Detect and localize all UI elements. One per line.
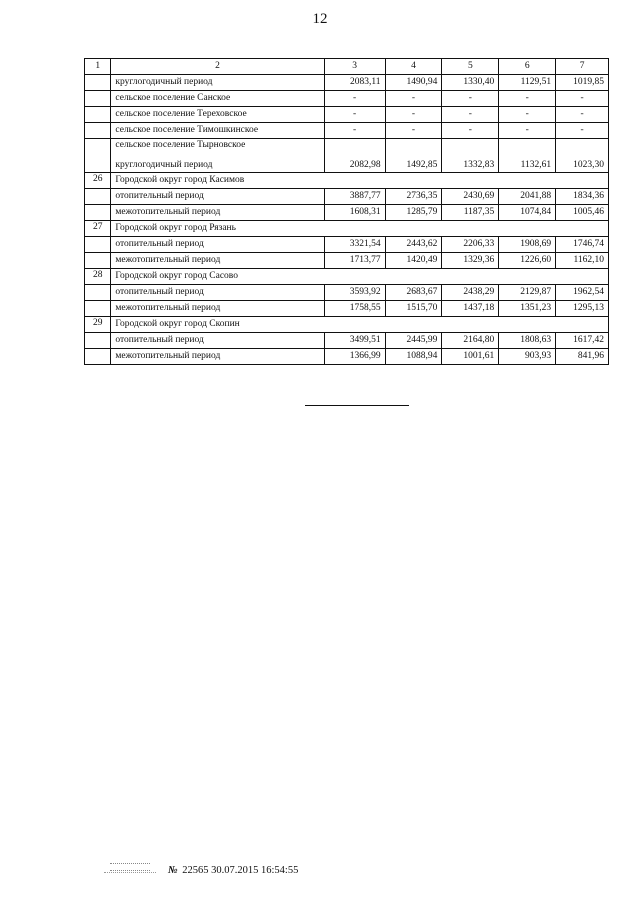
cell-value: - — [442, 91, 499, 107]
cell-value: 1490,94 — [385, 75, 442, 91]
cell-value: - — [385, 91, 442, 107]
registration-stamp — [168, 865, 298, 876]
cell-value: 2683,67 — [385, 285, 442, 301]
cell-value: 1187,35 — [442, 205, 499, 221]
cell-value: 903,93 — [499, 349, 556, 365]
cell-value: 1515,70 — [385, 301, 442, 317]
cell-value: 1492,85 — [385, 139, 442, 173]
cell-value: 3593,92 — [324, 285, 385, 301]
cell-value: 1019,85 — [556, 75, 609, 91]
row-index — [85, 237, 111, 253]
end-divider — [305, 405, 409, 406]
cell-value: - — [324, 107, 385, 123]
cell-value: - — [324, 91, 385, 107]
column-header: 2 — [111, 59, 324, 75]
table-row — [85, 269, 609, 285]
cell-value: 1285,79 — [385, 205, 442, 221]
table-row — [85, 91, 609, 107]
cell-value: 1001,61 — [442, 349, 499, 365]
cell-value: 3887,77 — [324, 189, 385, 205]
table-row — [85, 205, 609, 221]
column-header: 4 — [385, 59, 442, 75]
registry-stamp-logo — [104, 863, 156, 877]
section-heading: Городской округ город Касимов — [111, 173, 609, 189]
table-row — [85, 221, 609, 237]
tariff-table — [84, 58, 609, 365]
column-header: 6 — [499, 59, 556, 75]
cell-value: 1162,10 — [556, 253, 609, 269]
row-index — [85, 205, 111, 221]
cell-value: 1908,69 — [499, 237, 556, 253]
cell-value: - — [499, 107, 556, 123]
cell-value: 2164,80 — [442, 333, 499, 349]
table-header-row — [85, 59, 609, 75]
column-header: 7 — [556, 59, 609, 75]
settlement-name: сельское поселение Тырновское — [115, 140, 246, 150]
cell-value: - — [324, 123, 385, 139]
cell-value: 1132,61 — [499, 139, 556, 173]
cell-value: - — [385, 123, 442, 139]
number-sign: № — [168, 864, 178, 876]
cell-value: - — [442, 107, 499, 123]
cell-value: 1088,94 — [385, 349, 442, 365]
table-row — [85, 139, 609, 173]
cell-value: 1366,99 — [324, 349, 385, 365]
cell-value: 1330,40 — [442, 75, 499, 91]
row-index: 26 — [85, 173, 111, 189]
cell-value: 2041,88 — [499, 189, 556, 205]
row-label: отопительный период — [111, 333, 324, 349]
row-label: отопительный период — [111, 189, 324, 205]
cell-value: 2443,62 — [385, 237, 442, 253]
cell-value: 2736,35 — [385, 189, 442, 205]
cell-value: 1808,63 — [499, 333, 556, 349]
row-index — [85, 107, 111, 123]
section-heading: Городской округ город Скопин — [111, 317, 609, 333]
table-row — [85, 107, 609, 123]
row-index — [85, 253, 111, 269]
row-index — [85, 349, 111, 365]
row-label: отопительный период — [111, 285, 324, 301]
table-row — [85, 333, 609, 349]
cell-value: 1332,83 — [442, 139, 499, 173]
cell-value: 2082,98 — [324, 139, 385, 173]
cell-value: - — [556, 91, 609, 107]
cell-value: 1329,36 — [442, 253, 499, 269]
cell-value: - — [499, 123, 556, 139]
row-label: отопительный период — [111, 237, 324, 253]
table-row — [85, 317, 609, 333]
section-heading: Городской округ город Рязань — [111, 221, 609, 237]
row-label: круглогодичный период — [111, 75, 324, 91]
cell-value: 2430,69 — [442, 189, 499, 205]
cell-value: 2206,33 — [442, 237, 499, 253]
cell-value: 2083,11 — [324, 75, 385, 91]
cell-value: 2438,29 — [442, 285, 499, 301]
cell-value: 1713,77 — [324, 253, 385, 269]
table-row — [85, 253, 609, 269]
table-row — [85, 301, 609, 317]
cell-value: 1420,49 — [385, 253, 442, 269]
row-label: межотопительный период — [111, 349, 324, 365]
cell-value: 1758,55 — [324, 301, 385, 317]
row-index — [85, 301, 111, 317]
row-index — [85, 75, 111, 91]
cell-value: 1129,51 — [499, 75, 556, 91]
column-header: 5 — [442, 59, 499, 75]
cell-value: 1746,74 — [556, 237, 609, 253]
cell-value: 1023,30 — [556, 139, 609, 173]
cell-value: - — [442, 123, 499, 139]
page-number: 12 — [312, 11, 328, 27]
row-index: 28 — [85, 269, 111, 285]
cell-value: 1005,46 — [556, 205, 609, 221]
row-index — [85, 91, 111, 107]
table-row — [85, 189, 609, 205]
row-label: межотопительный период — [111, 253, 324, 269]
cell-value: 1074,84 — [499, 205, 556, 221]
cell-value: 2445,99 — [385, 333, 442, 349]
cell-value: - — [556, 107, 609, 123]
column-header: 1 — [85, 59, 111, 75]
column-header: 3 — [324, 59, 385, 75]
row-index: 27 — [85, 221, 111, 237]
row-label: межотопительный период — [111, 301, 324, 317]
cell-value: 1608,31 — [324, 205, 385, 221]
row-label: сельское поселение Тимошкинское — [111, 123, 324, 139]
row-label: сельское поселение Тереховское — [111, 107, 324, 123]
cell-value: - — [385, 107, 442, 123]
cell-value: 1437,18 — [442, 301, 499, 317]
row-index: 29 — [85, 317, 111, 333]
cell-value: 1226,60 — [499, 253, 556, 269]
table-row — [85, 173, 609, 189]
row-label — [111, 139, 324, 173]
row-label: сельское поселение Санское — [111, 91, 324, 107]
period-label: круглогодичный период — [115, 160, 213, 170]
row-index — [85, 139, 111, 173]
table-row — [85, 285, 609, 301]
row-index — [85, 189, 111, 205]
row-label: межотопительный период — [111, 205, 324, 221]
section-heading: Городской округ город Сасово — [111, 269, 609, 285]
cell-value: 3321,54 — [324, 237, 385, 253]
table-row — [85, 75, 609, 91]
cell-value: 2129,87 — [499, 285, 556, 301]
cell-value: 1962,54 — [556, 285, 609, 301]
cell-value: 1295,13 — [556, 301, 609, 317]
registration-number-date: 22565 30.07.2015 16:54:55 — [182, 864, 299, 876]
table-row — [85, 123, 609, 139]
table-row — [85, 237, 609, 253]
cell-value: 1617,42 — [556, 333, 609, 349]
cell-value: - — [499, 91, 556, 107]
registration-footer — [104, 860, 298, 880]
row-index — [85, 333, 111, 349]
cell-value: 1351,23 — [499, 301, 556, 317]
cell-value: 841,96 — [556, 349, 609, 365]
cell-value: - — [556, 123, 609, 139]
row-index — [85, 123, 111, 139]
cell-value: 1834,36 — [556, 189, 609, 205]
row-index — [85, 285, 111, 301]
cell-value: 3499,51 — [324, 333, 385, 349]
table-row — [85, 349, 609, 365]
